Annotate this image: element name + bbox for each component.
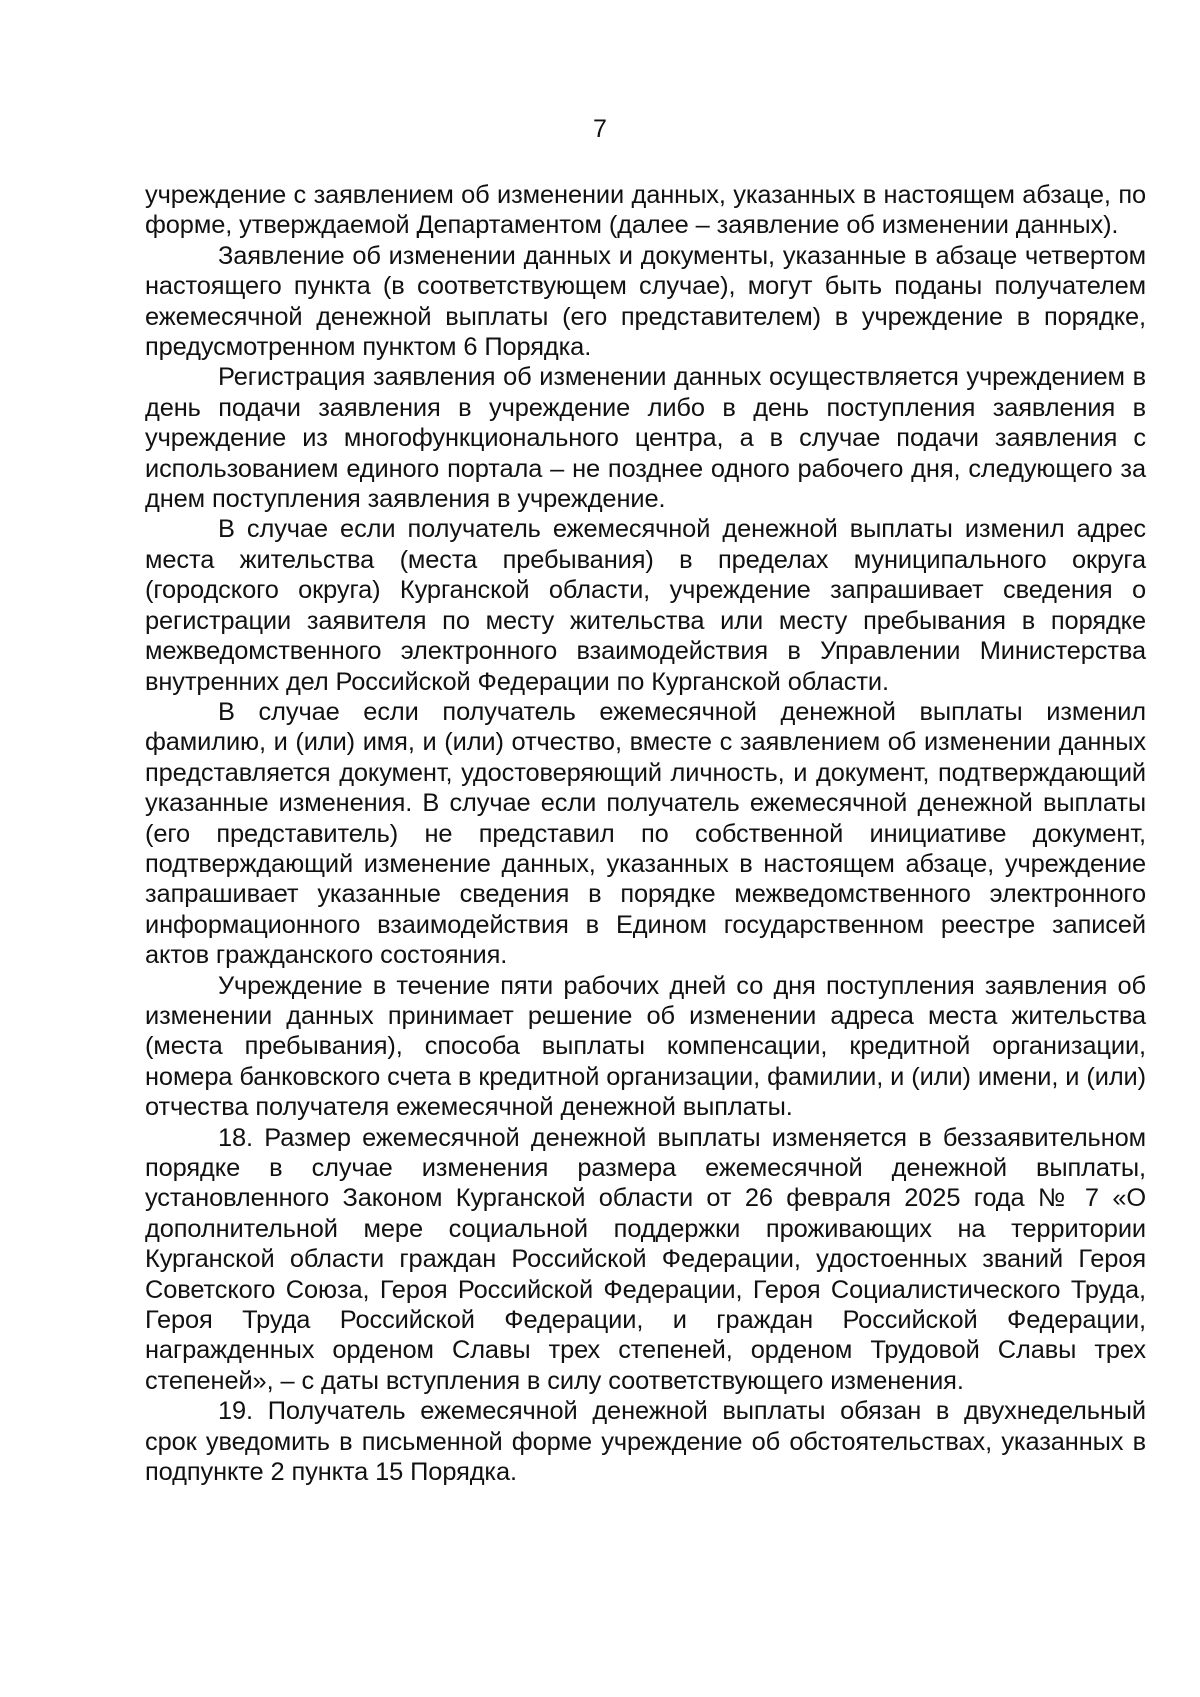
paragraph-item-19: 19. Получатель ежемесячной денежной выплаты обязан в двухнедельный срок уведомить в письменной форме учреждение об обстоятельствах, указанных в подпункте 2 пункта 15 Порядка. — [145, 1397, 1146, 1487]
paragraph: Учреждение в течение пяти рабочих дней со дня поступления заявления об изменении данных принимает решение об изменении адреса места жительства (места пребывания), способа выплаты компенсации, кредитной организации, номера банковского счета в кредитной организации, фамилии, и (или) имени, и (или) отчества получателя ежемесячной денежной выплаты. — [145, 971, 1146, 1122]
paragraph: Регистрация заявления об изменении данных осуществляется учреждением в день подачи заявления в учреждение либо в день поступления заявления в учреждение из многофункционального центра, а в случае подачи заявления с использованием единого портала – не позднее одного рабочего дня, следующего за днем поступления заявления в учреждение. — [145, 363, 1146, 514]
page-number: 7 — [593, 115, 607, 143]
paragraph: В случае если получатель ежемесячной денежной выплаты изменил фамилию, и (или) имя, и (или) отчество, вместе с заявлением об изменении данных представляется документ, удостоверяющий личность, и документ, подтверждающий указанные изменения. В случае если получатель ежемесячной денежной выплаты (его представитель) не представил по собственной инициативе документ, подтверждающий изменение данных, указанных в настоящем абзаце, учреждение запрашивает указанные сведения в порядке межведомственного электронного информационного взаимодействия в Едином государственном реестре записей актов гражданского состояния. — [145, 697, 1146, 970]
paragraph-continuation: учреждение с заявлением об изменении данных, указанных в настоящем абзаце, по форме, утверждаемой Департаментом (далее – заявление об изменении данных). — [145, 181, 1146, 240]
document-body — [145, 180, 1146, 1487]
paragraph: В случае если получатель ежемесячной денежной выплаты изменил адрес места жительства (места пребывания) в пределах муниципального округа (городского округа) Курганской области, учреждение запрашивает сведения о регистрации заявителя по месту жительства или месту пребывания в порядке межведомственного электронного взаимодействия в Управлении Министерства внутренних дел Российской Федерации по Курганской области. — [145, 515, 1146, 696]
paragraph: Заявление об изменении данных и документы, указанные в абзаце четвертом настоящего пункта (в соответствующем случае), могут быть поданы получателем ежемесячной денежной выплаты (его представителем) в учреждение в порядке, предусмотренном пунктом 6 Порядка. — [145, 241, 1146, 362]
paragraph-item-18: 18. Размер ежемесячной денежной выплаты изменяется в беззаявительном порядке в случае изменения размера ежемесячной денежной выплаты, установленного Законом Курганской области от 26 февраля 2025 года № 7 «О дополнительной мере социальной поддержки проживающих на территории Курганской области граждан Российской Федерации, удостоенных званий Героя Советского Союза, Героя Российской Федерации, Героя Социалистического Труда, Героя Труда Российской Федерации, и граждан Российской Федерации, награжденных орденом Славы трех степеней, орденом Трудовой Славы трех степеней», – с даты вступления в силу соответствующего изменения. — [145, 1123, 1146, 1395]
